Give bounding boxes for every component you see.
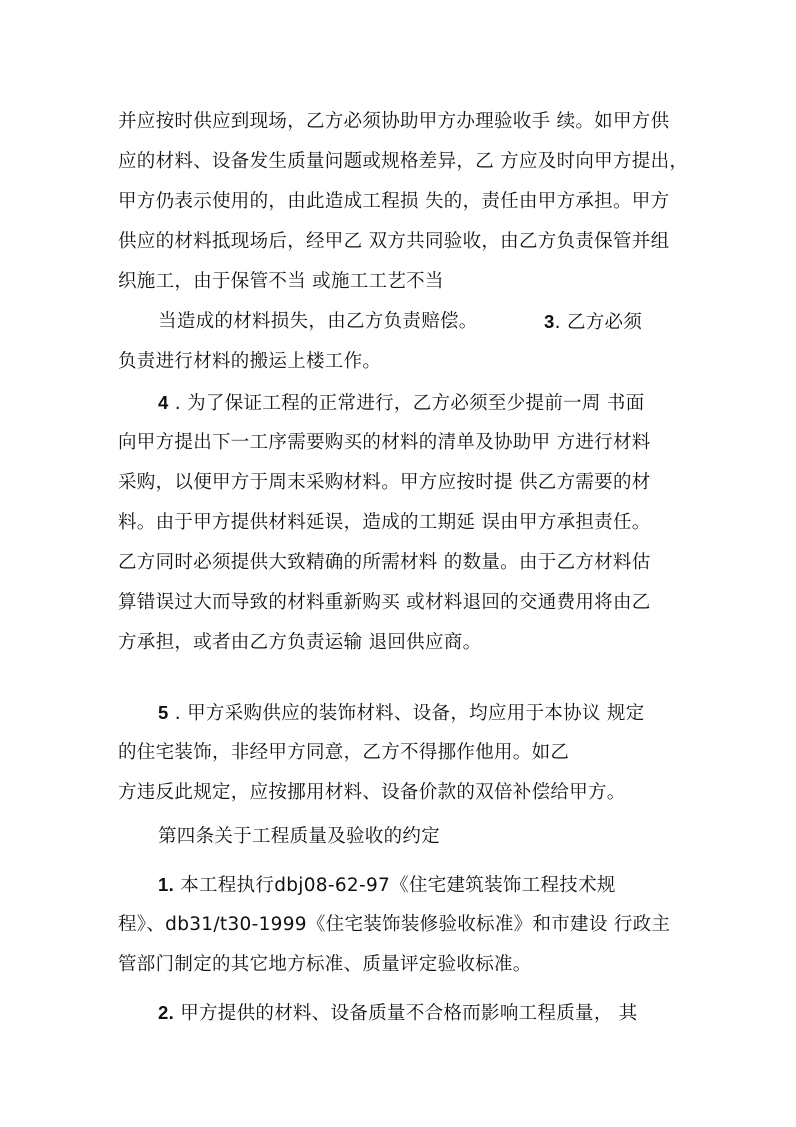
- paragraph-line: 算错误过大而导致的材料重新购买 或材料退回的交通费用将由乙: [118, 592, 651, 613]
- clause-number: 4: [158, 392, 169, 413]
- item-number: 1.: [158, 874, 175, 895]
- paragraph-line: 甲方仍表示使用的，由此造成工程损 失的，责任由甲方承担。甲方: [118, 191, 670, 212]
- paragraph-line: 的住宅装饰，非经甲方同意，乙方不得挪作他用。如乙: [118, 742, 570, 763]
- paragraph-line: 料。由于甲方提供材料延误，造成的工期延 误由甲方承担责任。: [118, 512, 651, 533]
- paragraph-line: 负责进行材料的搬运上楼工作。: [118, 351, 382, 372]
- clause-4-line: 4 . 为了保证工程的正常进行，乙方必须至少提前一周 书面: [158, 392, 645, 414]
- clause-5-line: 5 . 甲方采购供应的装饰材料、设备，均应用于本协议 规定: [158, 702, 645, 724]
- paragraph-line: 当造成的材料损失，由乙方负责赔偿。: [158, 311, 478, 332]
- clause-number: 5: [158, 702, 169, 723]
- clause-number: 3: [544, 311, 555, 332]
- paragraph-line: 织施工，由于保管不当 或施工工艺不当: [118, 271, 444, 292]
- paragraph-line: 管部门制定的其它地方标准、质量评定验收标准。: [118, 954, 532, 975]
- item-1-line: 1. 本工程执行dbj08-62-97《住宅建筑装饰工程技术规: [158, 874, 616, 896]
- paragraph-line: 应的材料、设备发生质量问题或规格差异，乙 方应及时向甲方提出，: [118, 151, 689, 172]
- paragraph-line: 向甲方提出下一工序需要购买的材料的清单及协助甲 方进行材料: [118, 432, 651, 453]
- item-2-line: 2. 甲方提供的材料、设备质量不合格而影响工程质量， 其: [158, 1002, 638, 1024]
- paragraph-line: 乙方同时必须提供大致精确的所需材料 的数量。由于乙方材料估: [118, 552, 651, 573]
- clause-3-heading: 3. 乙方必须: [544, 311, 643, 333]
- paragraph-line: 程》、db31/t30-1999《住宅装饰装修验收标准》和市建设 行政主: [118, 914, 671, 935]
- section-heading: 第四条关于工程质量及验收的约定: [158, 826, 441, 847]
- paragraph-line: 并应按时供应到现场，乙方必须协助甲方办理验收手 续。如甲方供: [118, 111, 670, 132]
- paragraph-line: 采购，以便甲方于周末采购材料。甲方应按时提 供乙方需要的材: [118, 472, 651, 493]
- item-number: 2.: [158, 1002, 175, 1023]
- paragraph-line: 方承担，或者由乙方负责运输 退回供应商。: [118, 632, 482, 653]
- paragraph-line: 供应的材料抵现场后，经甲乙 双方共同验收，由乙方负责保管并组: [118, 231, 670, 252]
- paragraph-line: 方违反此规定，应按挪用材料、设备价款的双倍补偿给甲方。: [118, 782, 626, 803]
